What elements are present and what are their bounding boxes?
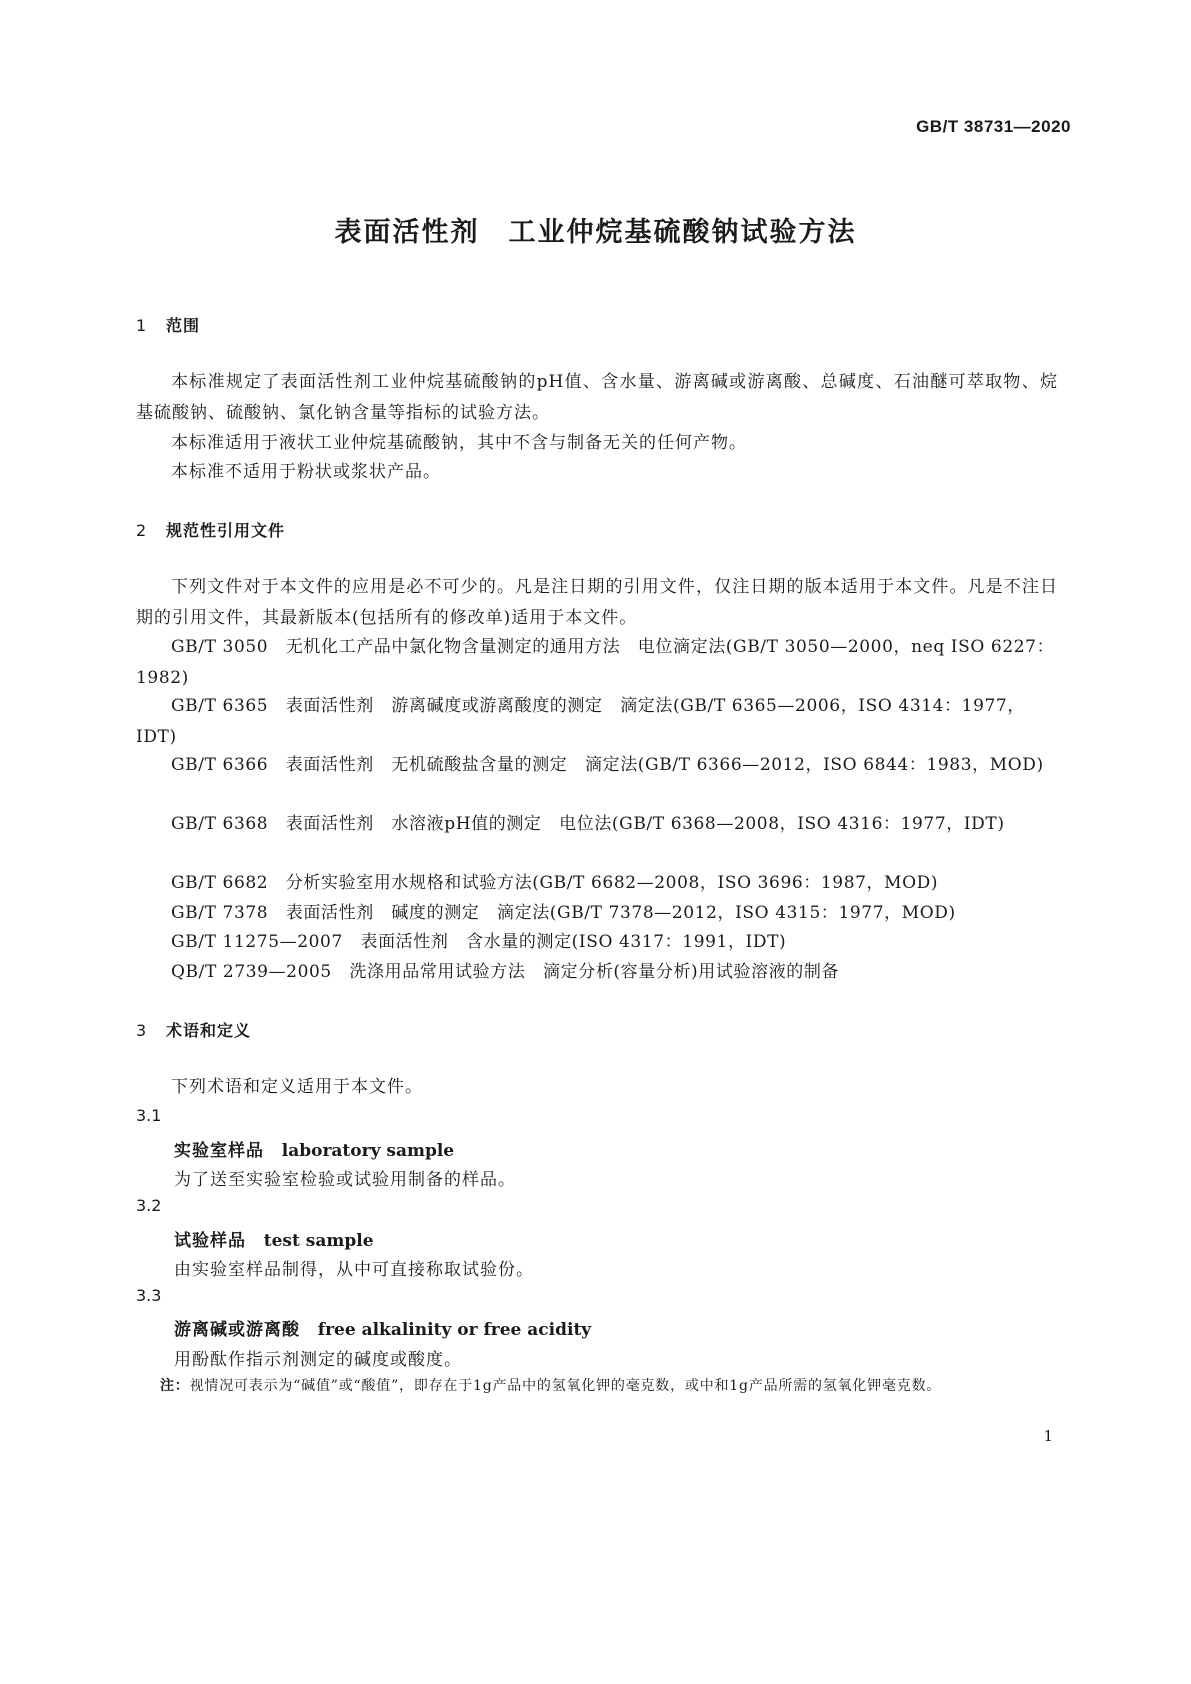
reference-item: GB/T 6366 表面活性剂 无机硫酸盐含量的测定 滴定法(GB/T 6366—2012，ISO 6844：1983，MOD) [171, 755, 1044, 775]
section-number: 2 [136, 521, 148, 540]
term-definition: 用酚酞作指示剂测定的碱度或酸度。 [174, 1350, 462, 1370]
term-definition: 为了送至实验室检验或试验用制备的样品。 [174, 1170, 516, 1190]
term-name [174, 1136, 454, 1161]
term-number: 3.2 [136, 1196, 162, 1215]
reference-item: GB/T 11275—2007 表面活性剂 含水量的测定(ISO 4317：1991，IDT) [171, 932, 787, 952]
standard-code: GB/T 38731—2020 [916, 117, 1071, 136]
term-number: 3.1 [136, 1106, 162, 1125]
section-1-heading [136, 313, 200, 336]
term-definition: 由实验室样品制得，从中可直接称取试验份。 [174, 1260, 534, 1280]
scope-paragraph-2: 本标准适用于液状工业仲烷基硫酸钠，其中不含与制备无关的任何产物。 [171, 433, 747, 453]
term-note [160, 1372, 1058, 1400]
term-name [174, 1226, 374, 1251]
term-name-en: free alkalinity or free acidity [317, 1320, 592, 1340]
reference-item: QB/T 2739—2005 洗涤用品常用试验方法 滴定分析(容量分析)用试验溶液的制备 [171, 962, 840, 982]
term-name-en: test sample [263, 1231, 374, 1251]
section-3-heading [136, 1018, 251, 1041]
term-name-zh: 游离碱或游离酸 [174, 1320, 300, 1340]
term-name-zh: 试验样品 [174, 1231, 246, 1251]
scope-paragraph-3: 本标准不适用于粉状或浆状产品。 [171, 462, 441, 482]
section-2-heading [136, 518, 285, 541]
note-label: 注： [160, 1378, 190, 1394]
term-name-zh: 实验室样品 [174, 1141, 264, 1161]
note-text: 视情况可表示为“碱值”或“酸值”，即存在于1g产品中的氢氧化钾的毫克数，或中和1g产品所需的氢氧化钾毫克数。 [189, 1378, 942, 1394]
section-title: 规范性引用文件 [166, 521, 286, 540]
terms-intro: 下列术语和定义适用于本文件。 [171, 1077, 423, 1097]
page-number: 1 [1043, 1427, 1053, 1445]
reference-item: GB/T 6368 表面活性剂 水溶液pH值的测定 电位法(GB/T 6368—2008，ISO 4316：1977，IDT) [171, 814, 1005, 834]
reference-item: GB/T 3050 无机化工产品中氯化物含量测定的通用方法 电位滴定法(GB/T 3050—2000，neq ISO 6227：1982) [136, 637, 1055, 688]
reference-item: GB/T 6682 分析实验室用水规格和试验方法(GB/T 6682—2008，ISO 3696：1987，MOD) [171, 873, 939, 893]
section-title: 范围 [166, 316, 201, 335]
term-name-en: laboratory sample [281, 1141, 455, 1161]
reference-item: GB/T 7378 表面活性剂 碱度的测定 滴定法(GB/T 7378—2012，ISO 4315：1977，MOD) [171, 903, 956, 923]
document-title: 表面活性剂 工业仲烷基硫酸钠试验方法 [334, 217, 857, 248]
term-number: 3.3 [136, 1286, 162, 1305]
section-number: 1 [136, 316, 148, 335]
scope-paragraph-1: 本标准规定了表面活性剂工业仲烷基硫酸钠的pH值、含水量、游离碱或游离酸、总碱度、石油醚可萃取物、烷基硫酸钠、硫酸钠、氯化钠含量等指标的试验方法。 [136, 372, 1058, 423]
normative-refs-intro: 下列文件对于本文件的应用是必不可少的。凡是注日期的引用文件，仅注日期的版本适用于本文件。凡是不注日期的引用文件，其最新版本(包括所有的修改单)适用于本文件。 [136, 577, 1058, 628]
reference-item: GB/T 6365 表面活性剂 游离碱度或游离酸度的测定 滴定法(GB/T 6365—2006，ISO 4314：1977，IDT) [136, 696, 1025, 747]
section-number: 3 [136, 1021, 148, 1040]
section-title: 术语和定义 [166, 1021, 252, 1040]
term-name [174, 1315, 591, 1340]
